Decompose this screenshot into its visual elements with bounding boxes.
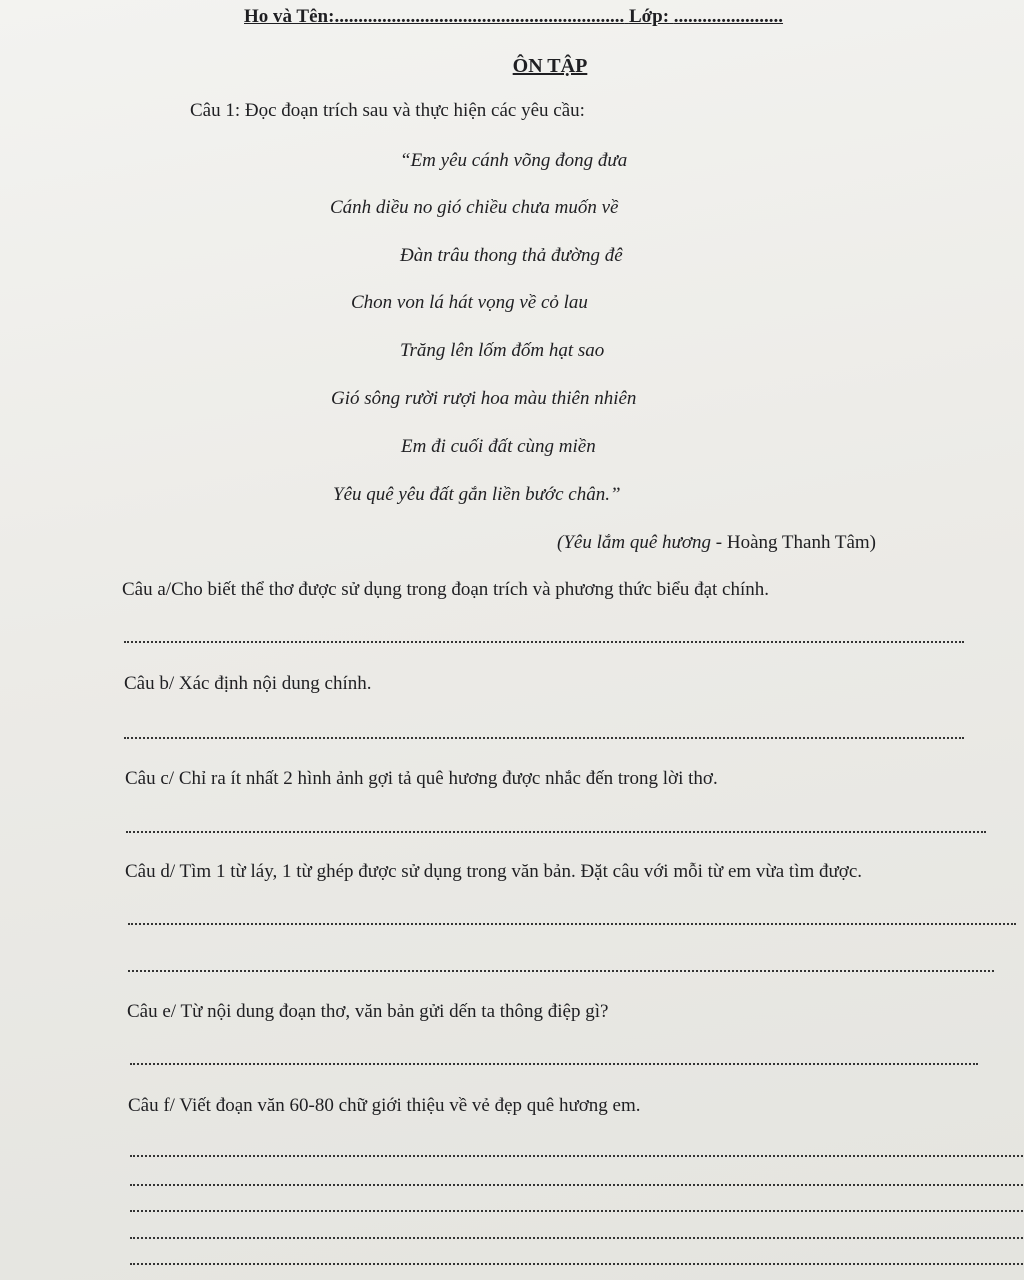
question-f: Câu f/ Viết đoạn văn 60-80 chữ giới thiệu về vẻ đẹp quê hương em. [128,1095,641,1116]
poem-line: Gió sông rười rượi hoa màu thiên nhiên [331,388,637,409]
poem-line: Em đi cuối đất cùng miền [401,436,596,457]
answer-line-a[interactable] [124,641,964,643]
question-b: Câu b/ Xác định nội dung chính. [124,673,372,694]
student-info-header [244,6,783,28]
answer-line-d2[interactable] [128,970,994,972]
answer-line-f1[interactable] [130,1155,1023,1157]
name-label: Ho và Tên: [244,6,335,27]
source-author: - Hoàng Thanh Tâm) [711,532,876,553]
source-title: (Yêu lắm quê hương [557,532,712,553]
answer-line-f4[interactable] [130,1237,1023,1239]
poem-line: Trăng lên lốm đốm hạt sao [400,340,605,361]
poem-line: Yêu quê yêu đất gắn liền bước chân.” [333,484,621,505]
answer-line-d1[interactable] [128,923,1016,925]
answer-line-c[interactable] [126,831,986,833]
answer-line-f2[interactable] [130,1184,1023,1186]
poem-line: Cánh diều no gió chiều chưa muốn về [330,197,619,218]
page-title: ÔN TẬP [512,55,588,77]
question-a: Câu a/Cho biết thể thơ được sử dụng trong đoạn trích và phương thức biểu đạt chính. [122,579,770,600]
poem-source [557,532,876,554]
class-label: Lớp: [628,6,670,27]
answer-line-b[interactable] [124,737,964,739]
answer-line-e[interactable] [130,1063,978,1065]
question-1-prompt: Câu 1: Đọc đoạn trích sau và thực hiện các yêu cầu: [190,100,585,121]
question-d: Câu d/ Tìm 1 từ láy, 1 từ ghép được sử dụng trong văn bản. Đặt câu với mỗi từ em vừa tìm được. [125,861,863,882]
class-blank: ....................... [673,6,784,27]
poem-line: “Em yêu cánh võng đong đưa [400,150,628,171]
poem-line: Chon von lá hát vọng về cỏ lau [351,292,588,313]
poem-line: Đàn trâu thong thả đường đê [400,245,623,266]
name-blank: ............................................................. [334,6,625,27]
answer-line-f5[interactable] [130,1263,1023,1265]
question-c: Câu c/ Chỉ ra ít nhất 2 hình ảnh gợi tả quê hương được nhắc đến trong lời thơ. [125,768,718,789]
question-e: Câu e/ Từ nội dung đoạn thơ, văn bản gửi dến ta thông điệp gì? [127,1001,609,1022]
answer-line-f3[interactable] [130,1210,1023,1212]
